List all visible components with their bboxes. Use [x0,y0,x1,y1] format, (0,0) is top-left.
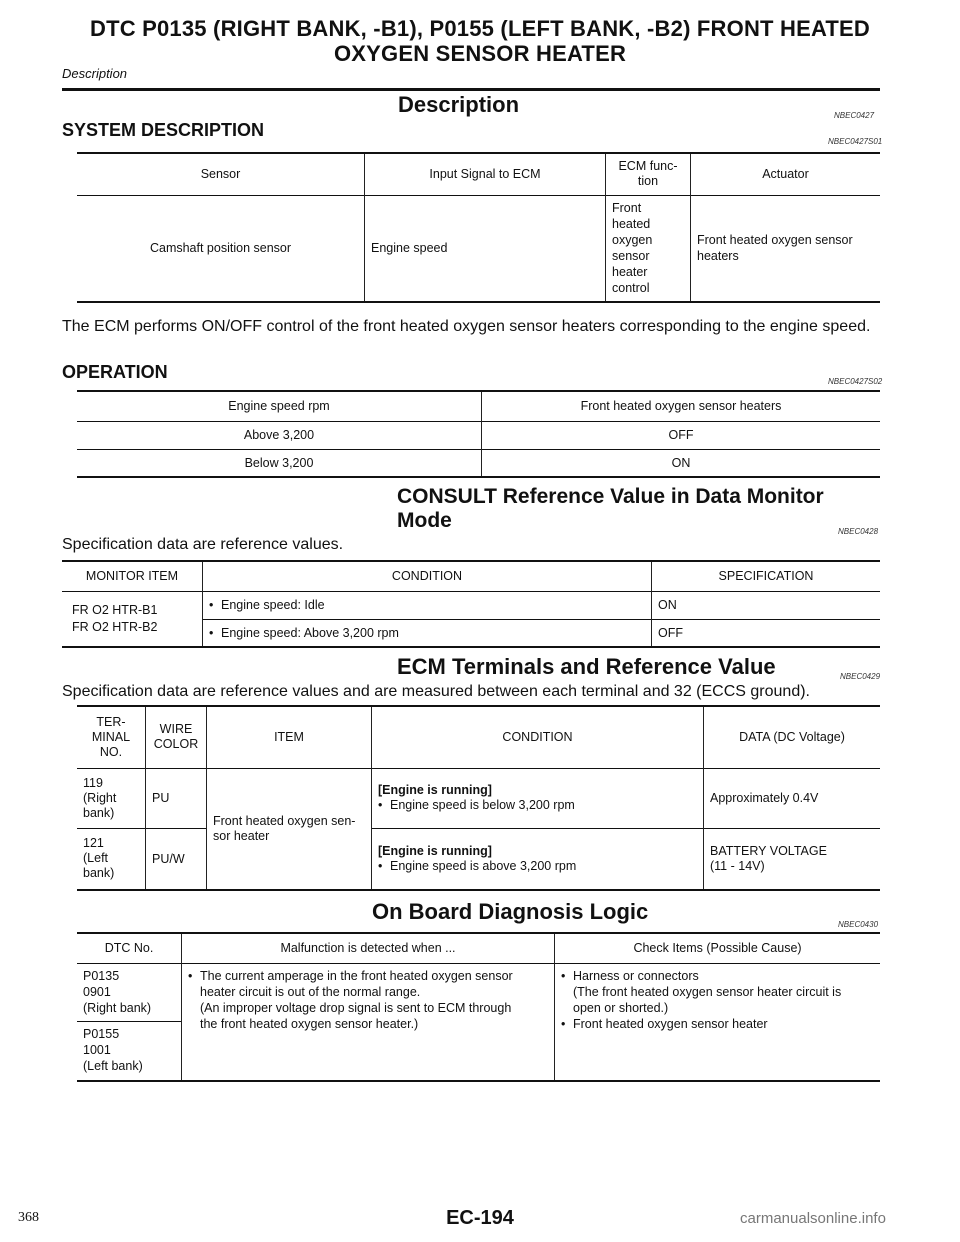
divider [62,88,880,91]
system-description-table [77,152,880,303]
obd-code: NBEC0430 [838,920,879,929]
page-title [0,16,960,66]
obd-dtc: P0155 1001 (Left bank) [83,1026,143,1073]
ecm-terminal-no: 121 (Left bank) [83,836,115,881]
consult-spec: OFF [652,619,881,647]
obd-header-malfunction: Malfunction is detected when ... [182,933,555,963]
col-header-ecm-function: ECM func- tion [606,153,691,195]
col-header-input: Input Signal to ECM [365,153,606,195]
consult-header-monitor: MONITOR ITEM [85,569,179,584]
table-row [77,195,880,302]
col-header-sensor: Sensor [200,167,241,182]
op-cell: ON [482,449,881,477]
obd-header-dtc: DTC No. [104,941,154,956]
operation-table [77,390,880,478]
consult-spec: ON [652,591,881,619]
ecm-data: BATTERY VOLTAGE (11 - 14V) [704,828,881,890]
ecm-header-condition: CONDITION [372,706,704,768]
op-cell: Below 3,200 [244,455,314,470]
consult-header-spec: SPECIFICATION [652,561,881,591]
ecm-wire-color: PU/W [146,828,207,890]
ecm-header-item: ITEM [207,706,372,768]
ecm-header-data: DATA (DC Voltage) [704,706,881,768]
consult-table [62,560,880,648]
table-row [77,828,880,890]
ecm-header-terminal: TER- MINAL NO. [91,714,131,759]
ecm-terminal-no: 119 (Right bank) [83,775,117,820]
col-header-actuator: Actuator [691,153,881,195]
ecm-condition: [Engine is running] • Engine speed is below 3,200 rpm [372,768,704,828]
description-paragraph: The ECM performs ON/OFF control of the front heated oxygen sensor heaters corresponding to the engine speed. [62,318,871,335]
ecm-wire-color: PU [146,768,207,828]
table-row [77,421,880,449]
obd-table [77,932,880,1082]
ecm-condition: [Engine is running] • Engine speed is above 3,200 rpm [372,828,704,890]
obd-heading: On Board Diagnosis Logic [372,899,649,924]
ecm-header-wire: WIRE COLOR [146,706,207,768]
description-heading: Description [398,92,520,117]
cell-sensor: Camshaft position sensor [149,241,292,256]
op-cell: Above 3,200 [243,428,315,442]
page-number: 368 [18,1210,39,1225]
op-header-speed: Engine speed rpm [228,399,330,414]
consult-monitor-items: FR O2 HTR-B1 FR O2 HTR-B2 [62,591,203,647]
consult-condition: • Engine speed: Idle [203,591,652,619]
cell-actuator: Front heated oxygen sensor heaters [691,195,881,302]
ecm-item: Front heated oxygen sen- sor heater [207,768,372,890]
table-row [77,963,880,1021]
page-label: EC-194 [446,1207,514,1229]
cell-input: Engine speed [365,195,606,302]
consult-code: NBEC0428 [838,527,879,536]
consult-heading: CONSULT Reference Value in Data Monitor Mode [397,485,824,532]
obd-dtc: P0135 0901 (Right bank) [83,968,152,1015]
ecm-data: Approximately 0.4V [704,768,881,828]
consult-header-condition: CONDITION [203,561,652,591]
system-description-heading: SYSTEM DESCRIPTION [62,120,265,140]
ecm-terminals-intro: Specification data are reference values and are measured between each terminal and 32 (ECCS ground). [62,683,810,700]
consult-intro: Specification data are reference values. [62,536,344,553]
obd-check-items: • Harness or connectors (The front heated oxygen sensor heater circuit is open or shorted.) • Front heated oxygen sensor heater [555,963,881,1081]
obd-header-check: Check Items (Possible Cause) [555,933,881,963]
page-title-line1: DTC P0135 (RIGHT BANK, -B1), P0155 (LEFT BANK, -B2) FRONT HEATED [89,16,871,41]
table-row [77,449,880,477]
system-description-code: NBEC0427S01 [828,137,883,146]
op-header-heaters: Front heated oxygen sensor heaters [482,391,881,421]
page-title-line2: OXYGEN SENSOR HEATER [333,41,627,66]
section-label: Description [62,66,128,81]
ecm-terminals-table [77,705,880,891]
description-code: NBEC0427 [834,111,875,120]
watermark: carmanualsonline.info [740,1210,886,1227]
ecm-terminals-code: NBEC0429 [840,672,881,681]
table-row [77,768,880,828]
cell-ecm-function: Front heated oxygen sensor heater control [606,195,691,302]
operation-code: NBEC0427S02 [828,377,883,386]
consult-condition: • Engine speed: Above 3,200 rpm [203,619,652,647]
op-cell: OFF [482,421,881,449]
obd-malfunction: • The current amperage in the front heated oxygen sensor heater circuit is out of the normal range. (An improper voltage drop signal is sent to ECM through the front heated oxygen sensor heater.) [182,963,555,1081]
table-row [62,591,880,619]
ecm-terminals-heading: ECM Terminals and Reference Value [397,654,776,679]
operation-heading: OPERATION [62,362,168,382]
